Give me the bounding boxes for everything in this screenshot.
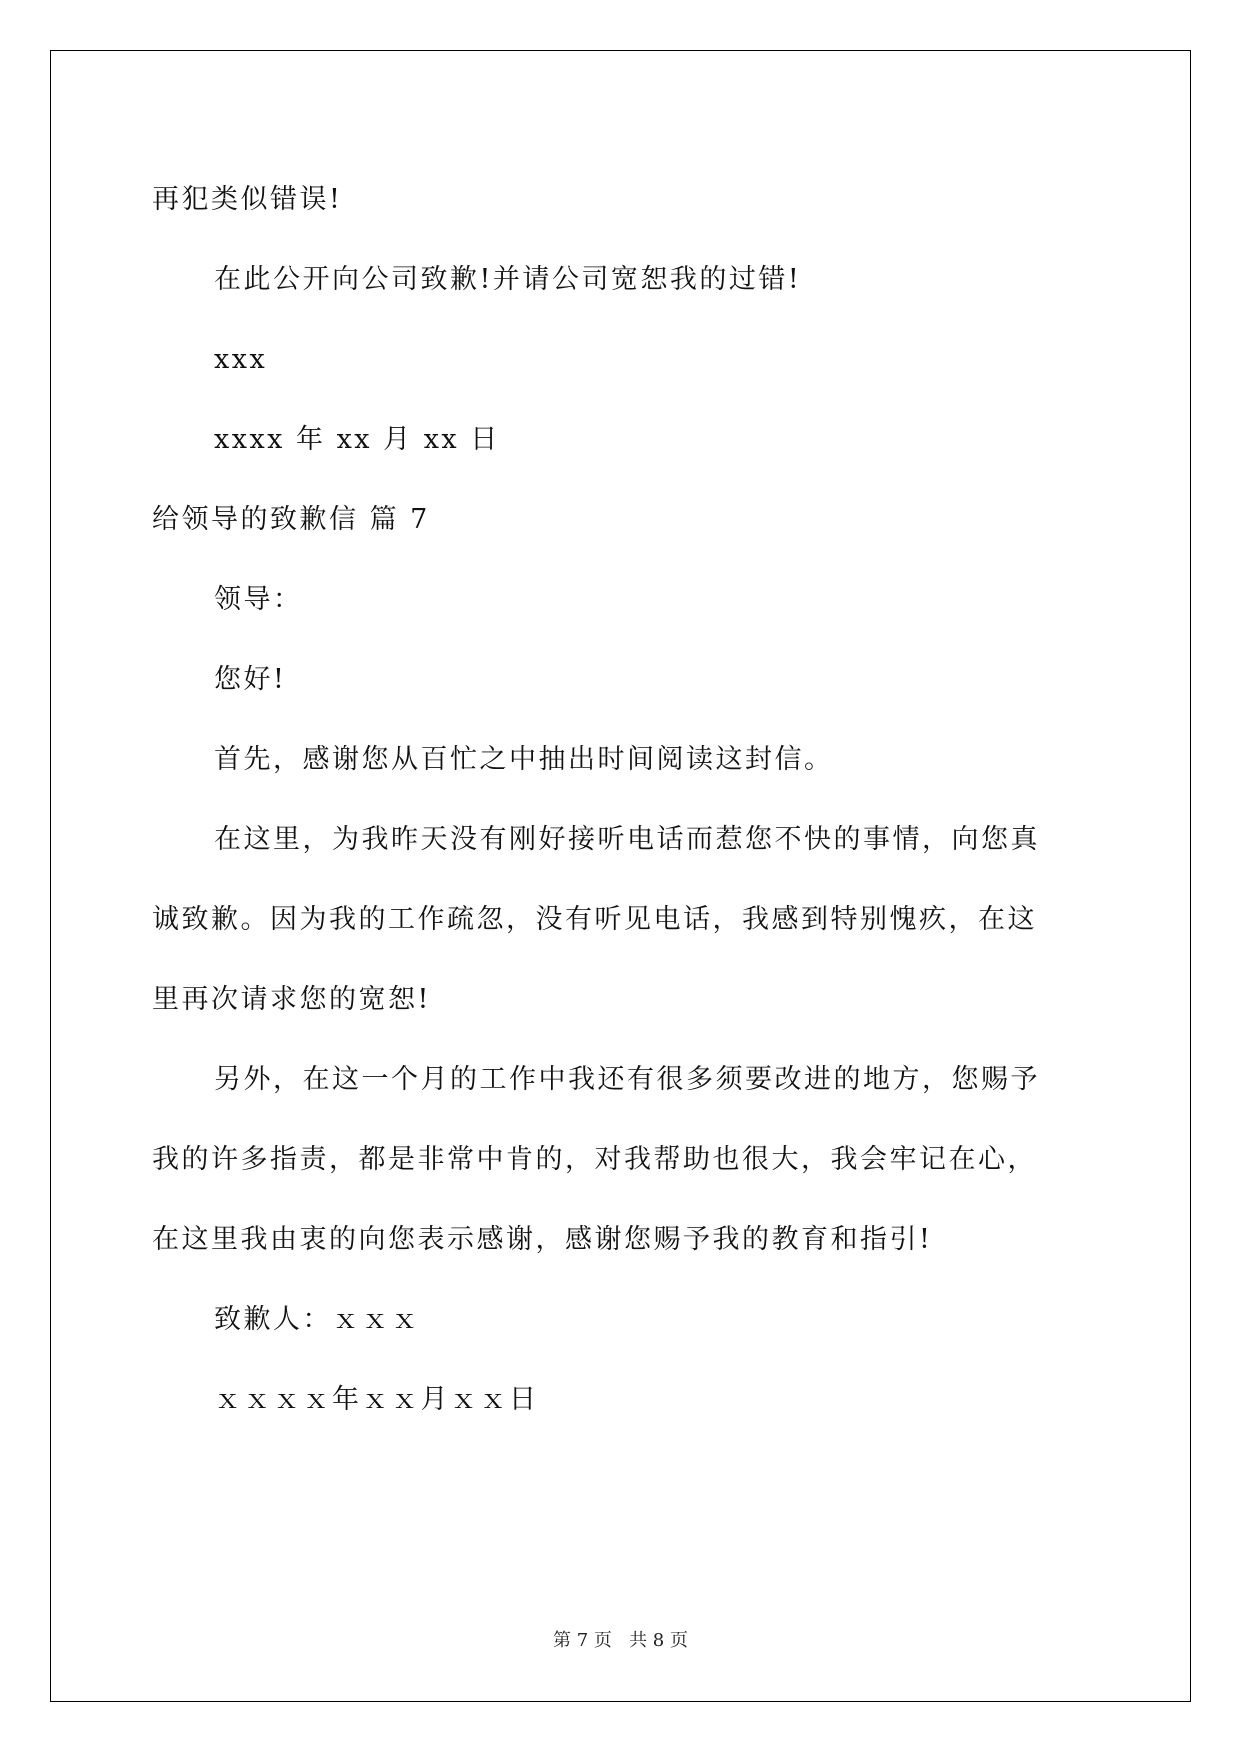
paragraph-continuation: 再犯类似错误! xyxy=(152,184,343,215)
signature-date: xxxx 年 xx 月 xx 日 xyxy=(214,424,500,455)
paragraph-improvement-line-2: 我的许多指责，都是非常中肯的，对我帮助也很大，我会牢记在心， xyxy=(152,1144,1037,1175)
paragraph-improvement-line-1: 另外，在这一个月的工作中我还有很多须要改进的地方，您赐予 xyxy=(214,1064,1040,1095)
closing-signature: 致歉人：ｘｘｘ xyxy=(214,1304,421,1335)
closing-date: ｘｘｘｘ年ｘｘ月ｘｘ日 xyxy=(214,1384,539,1415)
paragraph-apology-public: 在此公开向公司致歉!并请公司宽恕我的过错! xyxy=(214,264,802,295)
paragraph-thanks: 首先，感谢您从百忙之中抽出时间阅读这封信。 xyxy=(214,744,834,775)
greeting: 您好! xyxy=(214,664,287,695)
paragraph-apology-line-1: 在这里，为我昨天没有刚好接听电话而惹您不快的事情，向您真 xyxy=(214,824,1040,855)
paragraph-improvement-line-3: 在这里我由衷的向您表示感谢，感谢您赐予我的教育和指引! xyxy=(152,1224,933,1255)
document-body xyxy=(152,160,1092,1440)
paragraph-apology-line-2: 诚致歉。因为我的工作疏忽，没有听见电话，我感到特别愧疚，在这 xyxy=(152,904,1037,935)
section-heading: 给领导的致歉信 篇 7 xyxy=(152,504,430,535)
signature-name: xxx xyxy=(214,344,268,375)
salutation: 领导： xyxy=(214,584,303,615)
page-number-footer: 第 7 页 共 8 页 xyxy=(553,1630,688,1651)
paragraph-apology-line-3: 里再次请求您的宽恕! xyxy=(152,984,431,1015)
